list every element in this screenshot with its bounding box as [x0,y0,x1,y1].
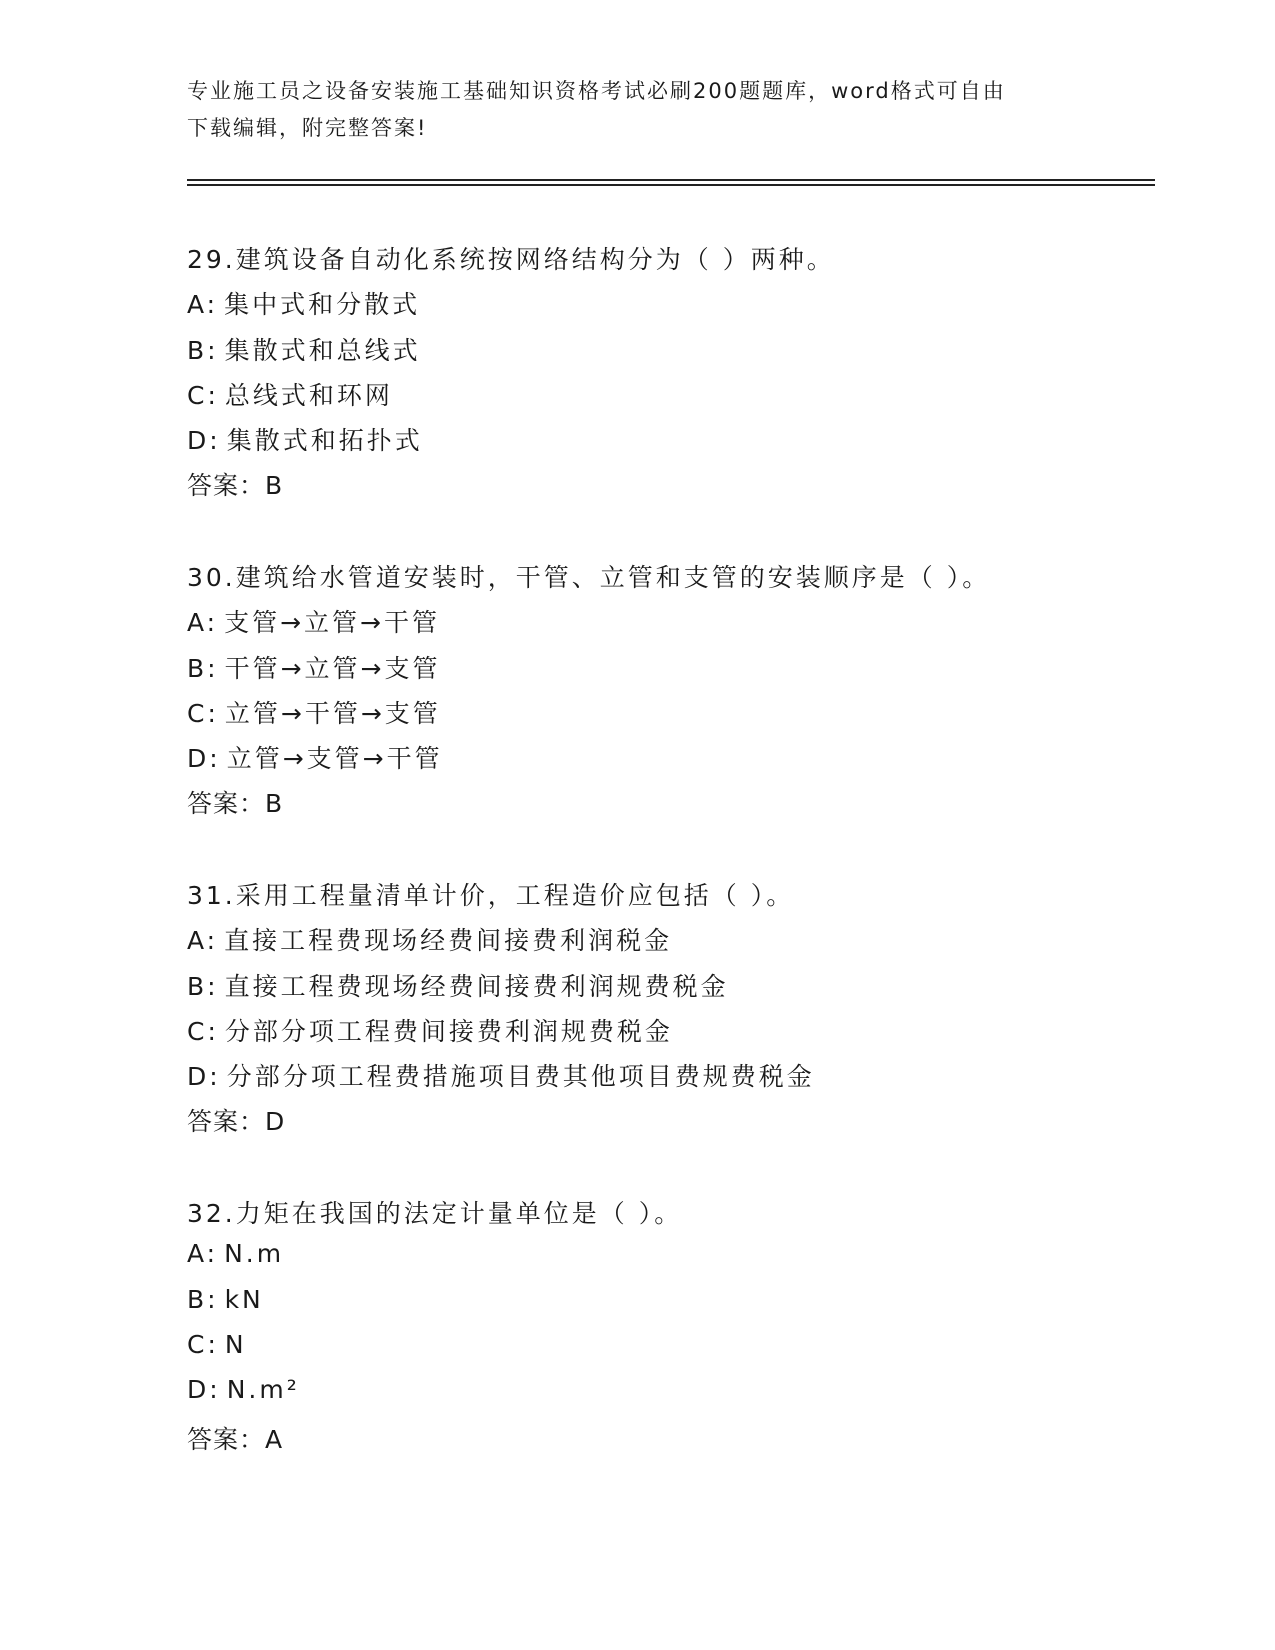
option-text: 支管→立管→干管 [224,608,440,637]
option-d [187,1057,815,1093]
header-line-2: 下载编辑，附完整答案! [187,116,428,140]
option-label: B: [187,972,219,1001]
option-text: 总线式和环网 [224,381,393,410]
option-text: 集散式和拓扑式 [226,426,423,455]
option-label: D: [187,1375,221,1404]
header-rule-top [187,179,1155,181]
option-c [187,694,441,730]
option-text: 分部分项工程费间接费利润规费税金 [224,1017,673,1046]
option-a [187,921,672,957]
answer-label: 答案： [187,1107,266,1136]
option-text: N [224,1330,247,1359]
option-a [187,1239,284,1268]
question-stem: 31.采用工程量清单计价，工程造价应包括（ ）。 [187,881,795,910]
option-label: C: [187,381,219,410]
answer-value: A [265,1425,284,1454]
option-b [187,1285,264,1314]
option-text: 集中式和分散式 [224,290,421,319]
option-text: 干管→立管→支管 [224,654,441,683]
option-d [187,421,423,457]
option-label: A: [187,290,219,319]
option-d [187,1375,300,1404]
option-label: D: [187,1062,221,1091]
option-label: C: [187,699,219,728]
option-c [187,1330,247,1359]
answer-line [187,784,283,820]
question-stem: 30.建筑给水管道安装时，干管、立管和支管的安装顺序是（ ）。 [187,563,991,592]
option-label: C: [187,1330,219,1359]
option-b [187,649,440,685]
question-stem: 32.力矩在我国的法定计量单位是（ ）。 [187,1199,683,1228]
option-label: C: [187,1017,219,1046]
option-label: D: [187,426,221,455]
answer-label: 答案： [187,1425,266,1454]
option-c [187,1012,673,1048]
answer-line [187,1102,285,1138]
option-d [187,739,443,775]
option-label: D: [187,744,221,773]
option-text: kN [224,1285,264,1314]
header-rule-bottom [187,184,1155,186]
option-text: 直接工程费现场经费间接费利润税金 [224,926,673,955]
option-text: 分部分项工程费措施项目费其他项目费规费税金 [226,1062,815,1091]
option-b [187,967,729,1003]
answer-line [187,466,283,502]
option-c [187,376,393,412]
option-a [187,603,440,639]
document-header [187,73,1087,147]
answer-value: B [265,471,284,500]
question-stem: 29.建筑设备自动化系统按网络结构分为（ ）两种。 [187,245,835,274]
option-text: N.m [224,1239,285,1268]
option-text: 立管→支管→干管 [226,744,443,773]
answer-line [187,1420,283,1456]
option-label: B: [187,654,219,683]
option-b [187,331,421,367]
option-label: A: [187,1239,219,1268]
answer-label: 答案： [187,789,266,818]
option-text: 立管→干管→支管 [224,699,441,728]
answer-label: 答案： [187,471,266,500]
option-label: B: [187,336,219,365]
option-a [187,285,420,321]
header-line-1: 专业施工员之设备安装施工基础知识资格考试必刷200题题库，word格式可自由 [187,79,1006,103]
option-text: 集散式和总线式 [224,336,421,365]
option-label: A: [187,608,219,637]
answer-value: D [265,1107,286,1136]
option-label: B: [187,1285,219,1314]
answer-value: B [265,789,284,818]
option-text: N.m² [226,1375,300,1404]
option-text: 直接工程费现场经费间接费利润规费税金 [224,972,729,1001]
option-label: A: [187,926,219,955]
